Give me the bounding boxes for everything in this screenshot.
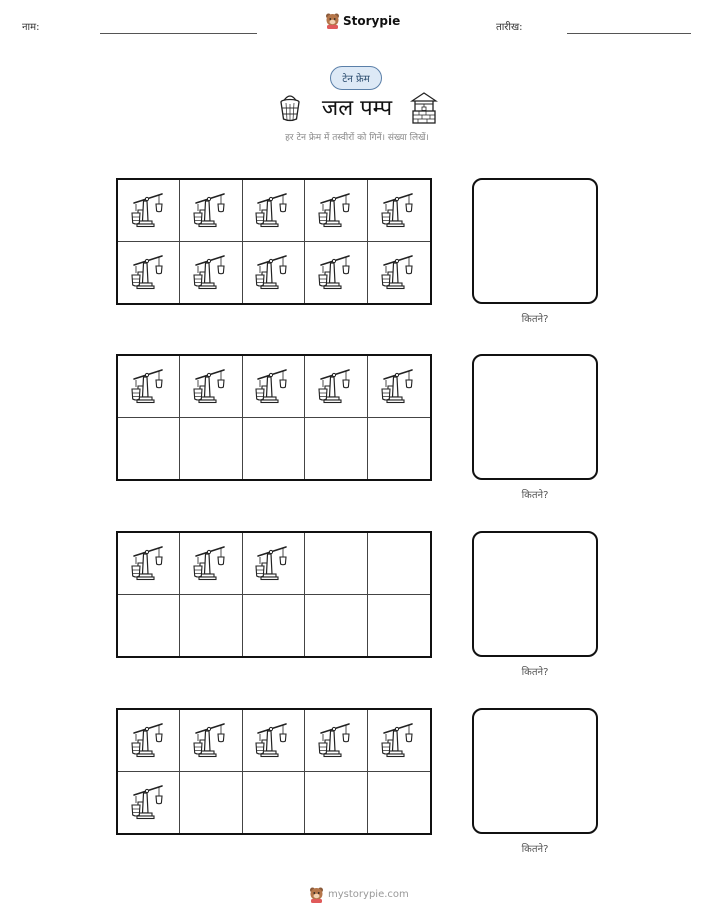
ten-frame-cell	[243, 242, 305, 304]
ten-frame-cell	[243, 180, 305, 242]
answer-label-4: कितने?	[521, 844, 549, 855]
worksheet-title: जल पम्प	[321, 96, 393, 121]
ten-frame-cell	[180, 242, 242, 304]
ten-frame-1	[116, 178, 432, 305]
hand-water-pump-icon	[253, 720, 293, 760]
instruction-text: हर टेन फ्रेम में तस्वीरों को गिनें। संख्या लिखें।	[285, 133, 429, 143]
hand-water-pump-icon	[379, 252, 419, 292]
ten-frame-cell	[243, 356, 305, 418]
ten-frame-cell	[180, 418, 242, 480]
ten-frame-cell	[368, 356, 430, 418]
hand-water-pump-icon	[379, 366, 419, 406]
ten-frame-cell	[368, 772, 430, 834]
hand-water-pump-icon	[129, 252, 169, 292]
answer-box-2[interactable]	[472, 354, 598, 480]
answer-label-3: कितने?	[521, 667, 549, 678]
hand-water-pump-icon	[191, 190, 231, 230]
answer-label-1: कितने?	[521, 314, 549, 325]
ten-frame-cell	[118, 356, 180, 418]
ten-frame-cell	[305, 242, 367, 304]
ten-frame-badge: टेन फ्रेम	[330, 66, 382, 90]
hand-water-pump-icon	[253, 366, 293, 406]
ten-frame-cell	[305, 418, 367, 480]
ten-frame-cell	[118, 710, 180, 772]
ten-frame-cell	[180, 533, 242, 595]
ten-frame-cell	[243, 418, 305, 480]
ten-frame-cell	[118, 595, 180, 657]
date-label: तारीख:	[496, 22, 523, 33]
water-well-icon	[410, 92, 438, 124]
hand-water-pump-icon	[191, 720, 231, 760]
ten-frame-cell	[243, 772, 305, 834]
ten-frame-cell	[305, 180, 367, 242]
ten-frame-cell	[118, 533, 180, 595]
answer-label-2: कितने?	[521, 490, 549, 501]
name-line[interactable]	[100, 33, 257, 34]
ten-frame-cell	[118, 418, 180, 480]
hand-water-pump-icon	[253, 252, 293, 292]
ten-frame-cell	[368, 533, 430, 595]
date-line[interactable]	[567, 33, 691, 34]
bear-mascot-icon	[325, 12, 340, 29]
footer	[309, 886, 409, 903]
ten-frame-cell	[368, 418, 430, 480]
ten-frame-cell	[368, 242, 430, 304]
hand-water-pump-icon	[253, 543, 293, 583]
footer-url: mystorypie.com	[328, 889, 409, 900]
answer-box-3[interactable]	[472, 531, 598, 657]
hand-water-pump-icon	[129, 720, 169, 760]
hand-water-pump-icon	[379, 190, 419, 230]
ten-frame-cell	[118, 772, 180, 834]
ten-frame-cell	[118, 180, 180, 242]
ten-frame-cell	[118, 242, 180, 304]
hand-water-pump-icon	[191, 366, 231, 406]
ten-frame-cell	[243, 533, 305, 595]
ten-frame-cell	[180, 710, 242, 772]
bear-mascot-icon	[309, 886, 324, 903]
ten-frame-cell	[368, 710, 430, 772]
ten-frame-cell	[243, 710, 305, 772]
ten-frame-cell	[180, 180, 242, 242]
answer-box-1[interactable]	[472, 178, 598, 304]
brand-name: Storypie	[343, 13, 401, 28]
ten-frame-cell	[368, 595, 430, 657]
ten-frame-cell	[243, 595, 305, 657]
name-label: नाम:	[22, 22, 40, 33]
ten-frame-cell	[305, 533, 367, 595]
ten-frame-cell	[368, 180, 430, 242]
hand-water-pump-icon	[316, 720, 356, 760]
hand-water-pump-icon	[191, 543, 231, 583]
ten-frame-cell	[180, 356, 242, 418]
ten-frame-cell	[305, 772, 367, 834]
ten-frame-4	[116, 708, 432, 835]
hand-water-pump-icon	[316, 252, 356, 292]
ten-frame-cell	[305, 356, 367, 418]
ten-frame-cell	[180, 772, 242, 834]
ten-frame-cell	[305, 595, 367, 657]
ten-frame-2	[116, 354, 432, 481]
ten-frame-cell	[305, 710, 367, 772]
ten-frame-cell	[180, 595, 242, 657]
ten-frame-3	[116, 531, 432, 658]
hand-water-pump-icon	[253, 190, 293, 230]
storypie-logo	[325, 12, 400, 29]
hand-water-pump-icon	[129, 190, 169, 230]
hand-water-pump-icon	[316, 190, 356, 230]
hand-water-pump-icon	[191, 252, 231, 292]
hand-water-pump-icon	[129, 543, 169, 583]
hand-water-pump-icon	[129, 366, 169, 406]
hand-water-pump-icon	[129, 782, 169, 822]
hand-water-pump-icon	[316, 366, 356, 406]
hand-water-pump-icon	[379, 720, 419, 760]
answer-box-4[interactable]	[472, 708, 598, 834]
